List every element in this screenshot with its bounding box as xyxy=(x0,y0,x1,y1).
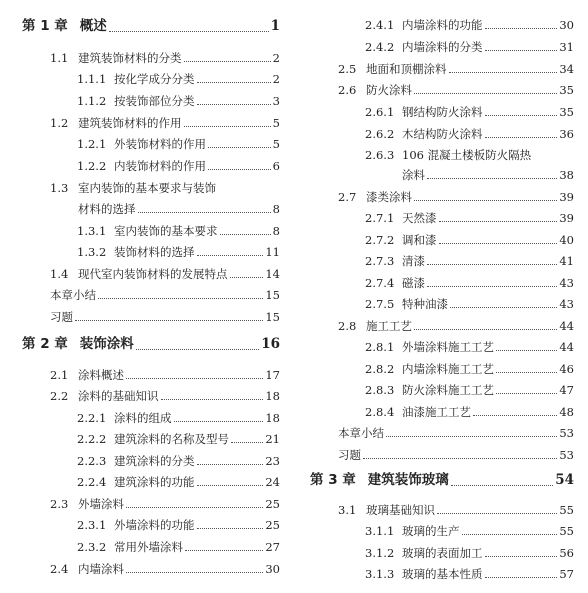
section-title-line1: 室内装饰的基本要求与装饰 xyxy=(78,181,216,195)
section-title: 施工工艺 xyxy=(366,319,412,333)
subsection-number: 2.2.2 xyxy=(77,432,107,446)
page-number: 2 xyxy=(272,72,280,86)
dot-leader xyxy=(485,137,558,138)
subsection-number: 2.6.1 xyxy=(365,105,395,119)
dot-leader xyxy=(161,399,264,400)
dot-leader xyxy=(197,485,264,486)
section-title: 建筑装饰材料的作用 xyxy=(78,116,182,130)
subsection-number: 2.7.5 xyxy=(365,297,395,311)
dot-leader xyxy=(427,264,557,265)
section-number: 1.2 xyxy=(50,116,69,130)
dot-leader xyxy=(185,550,263,551)
chapter-title: 建筑装饰玻璃 xyxy=(367,472,449,488)
dot-leader xyxy=(208,147,271,148)
page-number: 18 xyxy=(265,411,280,425)
toc-subsection[interactable] xyxy=(365,211,574,225)
subsection-title: 磁漆 xyxy=(402,276,425,290)
dot-leader xyxy=(126,572,263,573)
dot-leader xyxy=(485,577,558,578)
dot-leader xyxy=(386,436,557,437)
section-title: 材料的选择 xyxy=(78,202,136,216)
page-number: 1 xyxy=(270,18,280,34)
toc-chapter-summary[interactable] xyxy=(50,288,280,302)
page-number: 5 xyxy=(272,137,280,151)
page-number: 23 xyxy=(265,454,280,468)
toc-section[interactable] xyxy=(50,267,280,281)
toc-subsection[interactable] xyxy=(365,105,574,119)
subsection-number: 2.2.1 xyxy=(77,411,107,425)
dot-leader xyxy=(136,349,259,350)
subsection-number: 2.7.4 xyxy=(365,276,395,290)
subsection-number: 3.1.1 xyxy=(365,524,395,538)
subsection-title: 内装饰材料的作用 xyxy=(114,159,206,173)
toc-section[interactable] xyxy=(338,503,574,517)
toc-subsection[interactable] xyxy=(77,137,280,151)
toc-section-line1[interactable] xyxy=(50,181,216,195)
subsection-title: 内墙涂料的功能 xyxy=(402,18,483,32)
section-number: 1.1 xyxy=(50,51,69,65)
dot-leader xyxy=(439,221,558,222)
exercises-title: 习题 xyxy=(50,310,73,324)
page-number: 15 xyxy=(265,310,280,324)
subsection-number: 2.8.4 xyxy=(365,405,395,419)
summary-title: 本章小结 xyxy=(50,288,96,302)
toc-section-line2[interactable] xyxy=(78,202,280,216)
toc-subsection-line1[interactable] xyxy=(365,148,531,162)
toc-subsection[interactable] xyxy=(365,233,574,247)
toc-subsection-line2[interactable] xyxy=(402,168,574,182)
section-title: 内墙涂料 xyxy=(78,562,124,576)
page-number: 6 xyxy=(272,159,280,173)
subsection-title: 内墙涂料施工工艺 xyxy=(402,362,494,376)
toc-chapter-3[interactable] xyxy=(310,472,574,489)
page-number: 17 xyxy=(265,368,280,382)
subsection-number: 2.4.1 xyxy=(365,18,395,32)
page-number: 54 xyxy=(555,472,574,488)
dot-leader xyxy=(414,93,557,94)
toc-section[interactable] xyxy=(338,319,574,333)
subsection-number: 1.2.1 xyxy=(77,137,107,151)
subsection-number: 2.8.1 xyxy=(365,340,395,354)
toc-subsection[interactable] xyxy=(77,454,280,468)
dot-leader xyxy=(496,393,557,394)
dot-leader xyxy=(427,178,557,179)
subsection-number: 2.4.2 xyxy=(365,40,395,54)
chapter-title: 概述 xyxy=(79,18,107,34)
toc-section[interactable] xyxy=(50,497,280,511)
subsection-title: 玻璃的基本性质 xyxy=(402,567,483,581)
chapter-number: 第 3 章 xyxy=(310,472,356,488)
page-number: 30 xyxy=(559,18,574,32)
toc-subsection[interactable] xyxy=(365,18,574,32)
subsection-title: 涂料的组成 xyxy=(114,411,172,425)
section-number: 2.6 xyxy=(338,83,357,97)
section-title: 防火涂料 xyxy=(366,83,412,97)
page-number: 25 xyxy=(265,518,280,532)
toc-subsection[interactable] xyxy=(77,432,280,446)
dot-leader xyxy=(485,28,558,29)
subsection-title: 装饰材料的选择 xyxy=(114,245,195,259)
page-number: 36 xyxy=(559,127,574,141)
dot-leader xyxy=(184,126,271,127)
subsection-title: 玻璃的生产 xyxy=(402,524,460,538)
subsection-title: 按装饰部位分类 xyxy=(114,94,195,108)
toc-subsection[interactable] xyxy=(77,411,280,425)
subsection-title: 油漆施工工艺 xyxy=(402,405,471,419)
toc-subsection[interactable] xyxy=(365,546,574,560)
page-number: 5 xyxy=(272,116,280,130)
subsection-title: 建筑涂料的分类 xyxy=(114,454,195,468)
subsection-number: 2.7.1 xyxy=(365,211,395,225)
toc-subsection[interactable] xyxy=(77,475,280,489)
page-number: 35 xyxy=(559,83,574,97)
page-number: 27 xyxy=(265,540,280,554)
toc-subsection[interactable] xyxy=(365,340,574,354)
subsection-number: 3.1.3 xyxy=(365,567,395,581)
subsection-title: 天然漆 xyxy=(402,211,437,225)
chapter-number: 第 2 章 xyxy=(22,336,68,352)
section-number: 2.5 xyxy=(338,62,357,76)
toc-subsection[interactable] xyxy=(77,224,280,238)
toc-subsection[interactable] xyxy=(365,40,574,54)
exercises-title: 习题 xyxy=(338,448,361,462)
toc-section[interactable] xyxy=(338,190,574,204)
subsection-title: 建筑涂料的功能 xyxy=(114,475,195,489)
page-number: 44 xyxy=(559,319,574,333)
dot-leader xyxy=(75,320,263,321)
dot-leader xyxy=(197,464,264,465)
chapter-number: 第 1 章 xyxy=(22,18,68,34)
dot-leader xyxy=(485,115,558,116)
subsection-title: 木结构防火涂料 xyxy=(402,127,483,141)
subsection-title: 钢结构防火涂料 xyxy=(402,105,483,119)
page-number: 25 xyxy=(265,497,280,511)
section-number: 2.7 xyxy=(338,190,357,204)
dot-leader xyxy=(138,212,271,213)
dot-leader xyxy=(197,528,264,529)
toc-subsection[interactable] xyxy=(365,276,574,290)
toc-section[interactable] xyxy=(50,116,280,130)
subsection-number: 1.1.2 xyxy=(77,94,107,108)
section-number: 2.1 xyxy=(50,368,69,382)
section-title: 涂料的基础知识 xyxy=(78,389,159,403)
subsection-title: 室内装饰的基本要求 xyxy=(114,224,218,238)
subsection-number: 2.8.2 xyxy=(365,362,395,376)
dot-leader xyxy=(449,72,558,73)
dot-leader xyxy=(427,286,557,287)
dot-leader xyxy=(437,513,557,514)
dot-leader xyxy=(231,442,263,443)
toc-subsection[interactable] xyxy=(77,159,280,173)
subsection-title: 外装饰材料的作用 xyxy=(114,137,206,151)
dot-leader xyxy=(414,200,557,201)
section-number: 2.2 xyxy=(50,389,69,403)
subsection-number: 2.2.3 xyxy=(77,454,107,468)
page-number: 55 xyxy=(559,524,574,538)
page-number: 57 xyxy=(559,567,574,581)
dot-leader xyxy=(197,255,264,256)
dot-leader xyxy=(496,372,557,373)
dot-leader xyxy=(451,485,553,486)
subsection-title: 外墙涂料施工工艺 xyxy=(402,340,494,354)
page-number: 38 xyxy=(559,168,574,182)
subsection-number: 2.6.2 xyxy=(365,127,395,141)
toc-subsection[interactable] xyxy=(365,567,574,581)
page-number: 55 xyxy=(559,503,574,517)
dot-leader xyxy=(439,243,558,244)
section-number: 3.1 xyxy=(338,503,357,517)
dot-leader xyxy=(462,534,558,535)
toc-subsection[interactable] xyxy=(77,518,280,532)
dot-leader xyxy=(98,298,263,299)
toc-chapter-2[interactable] xyxy=(22,336,280,353)
subsection-title: 建筑涂料的名称及型号 xyxy=(114,432,229,446)
dot-leader xyxy=(485,556,558,557)
page-number: 30 xyxy=(265,562,280,576)
toc-section[interactable] xyxy=(50,368,280,382)
page-number: 53 xyxy=(559,426,574,440)
toc-subsection[interactable] xyxy=(365,524,574,538)
subsection-title: 特种油漆 xyxy=(402,297,448,311)
subsection-title: 涂料 xyxy=(402,168,425,182)
summary-title: 本章小结 xyxy=(338,426,384,440)
page-number: 21 xyxy=(265,432,280,446)
toc-section[interactable] xyxy=(50,389,280,403)
dot-leader xyxy=(230,277,264,278)
toc-exercises[interactable] xyxy=(50,310,280,324)
toc-chapter-summary[interactable] xyxy=(338,426,574,440)
subsection-number: 2.7.3 xyxy=(365,254,395,268)
page-number: 11 xyxy=(265,245,280,259)
subsection-number: 2.7.2 xyxy=(365,233,395,247)
page-number: 16 xyxy=(261,336,280,352)
dot-leader xyxy=(363,458,557,459)
dot-leader xyxy=(197,82,271,83)
toc-section[interactable] xyxy=(50,562,280,576)
subsection-title-line1: 106 混凝土楼板防火隔热 xyxy=(402,148,532,162)
toc-subsection[interactable] xyxy=(77,245,280,259)
section-number: 2.8 xyxy=(338,319,357,333)
subsection-title: 清漆 xyxy=(402,254,425,268)
section-title: 涂料概述 xyxy=(78,368,124,382)
dot-leader xyxy=(184,61,271,62)
page-number: 53 xyxy=(559,448,574,462)
subsection-number: 2.8.3 xyxy=(365,383,395,397)
page-number: 14 xyxy=(265,267,280,281)
dot-leader xyxy=(208,169,271,170)
toc-subsection[interactable] xyxy=(365,297,574,311)
page-number: 48 xyxy=(559,405,574,419)
page-number: 3 xyxy=(272,94,280,108)
toc-subsection[interactable] xyxy=(77,94,280,108)
section-number: 1.3 xyxy=(50,181,69,195)
section-title: 漆类涂料 xyxy=(366,190,412,204)
toc-chapter-1[interactable] xyxy=(22,18,280,35)
dot-leader xyxy=(126,378,263,379)
toc-exercises[interactable] xyxy=(338,448,574,462)
page-number: 35 xyxy=(559,105,574,119)
section-title: 外墙涂料 xyxy=(78,497,124,511)
page-number: 39 xyxy=(559,190,574,204)
subsection-title: 玻璃的表面加工 xyxy=(402,546,483,560)
page-number: 41 xyxy=(559,254,574,268)
page-number: 34 xyxy=(559,62,574,76)
dot-leader xyxy=(485,50,558,51)
toc-subsection[interactable] xyxy=(77,72,280,86)
toc-subsection[interactable] xyxy=(365,383,574,397)
dot-leader xyxy=(126,507,263,508)
dot-leader xyxy=(220,234,271,235)
toc-section[interactable] xyxy=(338,62,574,76)
subsection-number: 2.3.2 xyxy=(77,540,107,554)
page-number: 43 xyxy=(559,276,574,290)
section-title: 建筑装饰材料的分类 xyxy=(78,51,182,65)
subsection-number: 2.3.1 xyxy=(77,518,107,532)
subsection-number: 2.6.3 xyxy=(365,148,395,162)
page-number: 2 xyxy=(272,51,280,65)
dot-leader xyxy=(109,31,269,32)
toc-section[interactable] xyxy=(50,51,280,65)
subsection-number: 1.1.1 xyxy=(77,72,107,86)
subsection-number: 1.3.2 xyxy=(77,245,107,259)
chapter-title: 装饰涂料 xyxy=(79,336,134,352)
toc-subsection[interactable] xyxy=(365,127,574,141)
subsection-number: 3.1.2 xyxy=(365,546,395,560)
dot-leader xyxy=(197,104,271,105)
subsection-number: 1.2.2 xyxy=(77,159,107,173)
page-number: 15 xyxy=(265,288,280,302)
page-number: 40 xyxy=(559,233,574,247)
page-number: 56 xyxy=(559,546,574,560)
dot-leader xyxy=(450,307,557,308)
subsection-title: 常用外墙涂料 xyxy=(114,540,183,554)
page-number: 47 xyxy=(559,383,574,397)
toc-section[interactable] xyxy=(338,83,574,97)
dot-leader xyxy=(414,329,557,330)
dot-leader xyxy=(473,415,557,416)
page-number: 31 xyxy=(559,40,574,54)
subsection-number: 1.3.1 xyxy=(77,224,107,238)
page-number: 44 xyxy=(559,340,574,354)
subsection-title: 调和漆 xyxy=(402,233,437,247)
section-number: 2.3 xyxy=(50,497,69,511)
dot-leader xyxy=(496,350,557,351)
subsection-title: 内墙涂料的分类 xyxy=(402,40,483,54)
page-number: 43 xyxy=(559,297,574,311)
page-number: 39 xyxy=(559,211,574,225)
toc-subsection[interactable] xyxy=(365,362,574,376)
subsection-title: 外墙涂料的功能 xyxy=(114,518,195,532)
section-number: 2.4 xyxy=(50,562,69,576)
dot-leader xyxy=(174,421,264,422)
page-number: 18 xyxy=(265,389,280,403)
subsection-title: 防火涂料施工工艺 xyxy=(402,383,494,397)
toc-subsection[interactable] xyxy=(365,405,574,419)
page-number: 8 xyxy=(272,224,280,238)
section-title: 地面和顶棚涂料 xyxy=(366,62,447,76)
page-number: 46 xyxy=(559,362,574,376)
section-number: 1.4 xyxy=(50,267,69,281)
subsection-title: 按化学成分分类 xyxy=(114,72,195,86)
toc-subsection[interactable] xyxy=(77,540,280,554)
page-number: 8 xyxy=(272,202,280,216)
section-title: 玻璃基础知识 xyxy=(366,503,435,517)
toc-subsection[interactable] xyxy=(365,254,574,268)
page-number: 24 xyxy=(265,475,280,489)
section-title: 现代室内装饰材料的发展特点 xyxy=(78,267,228,281)
subsection-number: 2.2.4 xyxy=(77,475,107,489)
